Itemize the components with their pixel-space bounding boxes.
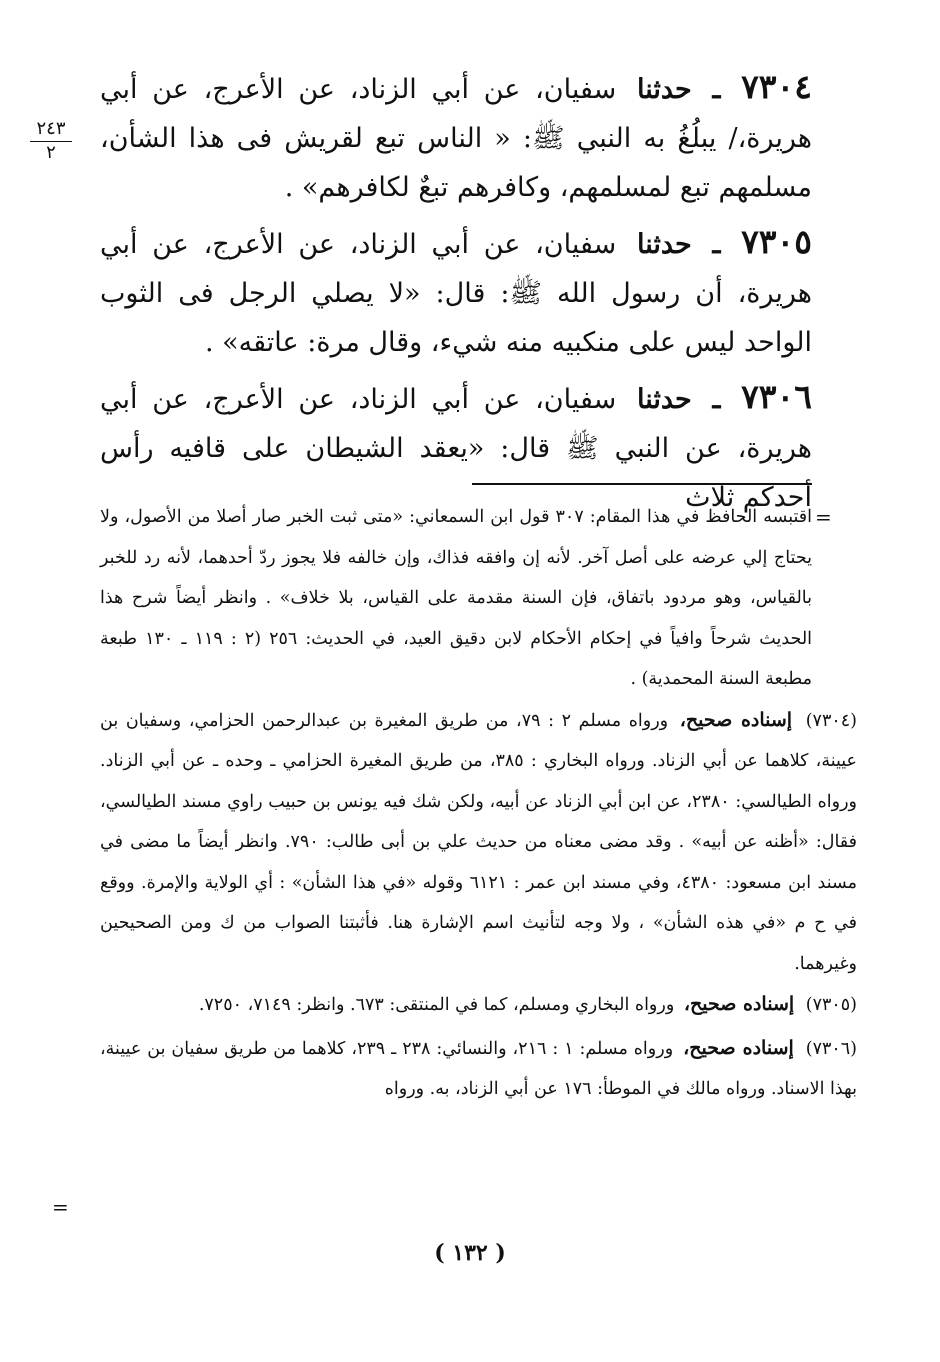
hadith-7305 [100,217,812,367]
hadith-7304 [100,62,812,212]
hadith-main-text [100,62,812,527]
footnote-text: ورواه مسلم ٢ : ٧٩، من طريق المغيرة بن عبدالرحمن الحزامي، وسفيان بن عيينة، كلاهما عن أبي الزناد. ورواه البخاري : ٣٨٥، من طريق المغيرة الحزامي ـ وحده ـ عن أبي الزناد. ورواه الطيالسي: ٢٣٨٠، عن ابن أبي الزناد عن أبيه، ولكن شك فيه يونس بن حبيب راوي مسند الطيالسي، فقال: «أظنه عن أبيه» . وقد مضى معناه من حديث علي بن أبى طالب: ٧٩٠. وانظر أيضاً ما مضى في مسند ابن مسعود: ٤٣٨٠، وفي مسند ابن عمر : ٦١٢١ وقوله «في هذا الشأن» : أي الولاية والإمرة. ووقع في ح م «في هذه الشأن» ، ولا وجه لتأنيث اسم الإشارة هنا. فأثبتنا الصواب من ك ومن الصحيحين وغيرهما. [100,710,858,974]
footnote-grade: إسناده صحيح، [679,708,793,731]
hadith-haddathana: حدثنا [636,384,692,415]
hadith-haddathana: حدثنا [636,74,692,105]
footnotes [100,497,858,1110]
hadith-dash: ـ [712,74,721,105]
hadith-number: ٧٣٠٥ [741,222,812,261]
margin-ref-top: ٢٤٣ [30,118,72,142]
footnote-text: اقتبسه الحافظ في هذا المقام: ٣٠٧ قول ابن السمعاني: «متى ثبت الخبر صار أصلا من الأصول، ولا يحتاج إلي عرضه على أصل آخر. لأنه إن وافقه فذاك، وإن خالفه فلا يجوز ردّ أحدهما، لأنه رد للخبر بالقياس، وهو مردود باتفاق، فإن السنة مقدمة على القياس، بلا خلاف» . وانظر أيضاً شرح هذا الحديث شرحاً وافياً في إحكام الأحكام لابن دقيق العيد، في الحديث: ٢٥٦ (٢ : ١١٩ ـ ١٣٠ طبعة مطبعة السنة المحمدية) . [100,507,813,689]
hadith-text: سفيان، عن أبي الزناد، عن الأعرج، عن أبي هريرة، عن النبي ﷺ قال: «يعقد الشيطان على قافيه رأس أحدكم ثلاث [100,384,812,513]
footnote-7306 [100,1028,857,1110]
margin-ref-bottom: ٢ [46,142,56,163]
hadith-number: ٧٣٠٤ [741,67,812,106]
footnote-separator [472,483,812,485]
hadith-haddathana: حدثنا [636,229,692,260]
hadith-dash: ـ [712,384,721,415]
footnote-number: (٧٣٠٤) [805,710,857,731]
margin-page-reference [30,118,72,164]
footnote-7304 [100,700,857,985]
hadith-number: ٧٣٠٦ [741,377,812,416]
page-number: ( ١٣٢ ) [434,1240,506,1266]
continuation-mark-top: = [815,505,832,529]
footnote-text: ورواه مسلم: ١ : ٢١٦، والنسائي: ٢٣٨ ـ ٢٣٩، كلاهما من طريق سفيان بن عيينة، بهذا الاسناد. ورواه مالك في الموطأ: ١٧٦ عن أبي الزناد، به. ورواه [100,1038,857,1099]
footnote-text: ورواه البخاري ومسلم، كما في المنتقى: ٦٧٣. وانظر: ٧١٤٩، ٧٢٥٠. [198,995,675,1015]
footnote-number: (٧٣٠٥) [805,995,857,1015]
footnote-number: (٧٣٠٦) [805,1038,857,1059]
hadith-text: سفيان، عن أبي الزناد، عن الأعرج، عن أبي هريرة،/ يبلُغُ به النبي ﷺ: « الناس تبع لقريش فى هذا الشأن، مسلمهم تبع لمسلمهم، وكافرهم تبعٌ لكافرهم» . [100,74,812,203]
hadith-dash: ـ [712,229,721,260]
hadith-text: سفيان، عن أبي الزناد، عن الأعرج، عن أبي هريرة، أن رسول الله ﷺ: قال: «لا يصلي الرجل فى الثوب الواحد ليس على منكبيه منه شيء، وقال مرة: عاتقه» . [100,229,812,358]
footnote-grade: إسناده صحيح، [683,993,795,1015]
continuation-mark-bottom: = [52,1195,69,1219]
footnote-grade: إسناده صحيح، [683,1036,794,1059]
footnote-continuation [100,497,812,700]
footnote-7305 [100,984,857,1026]
